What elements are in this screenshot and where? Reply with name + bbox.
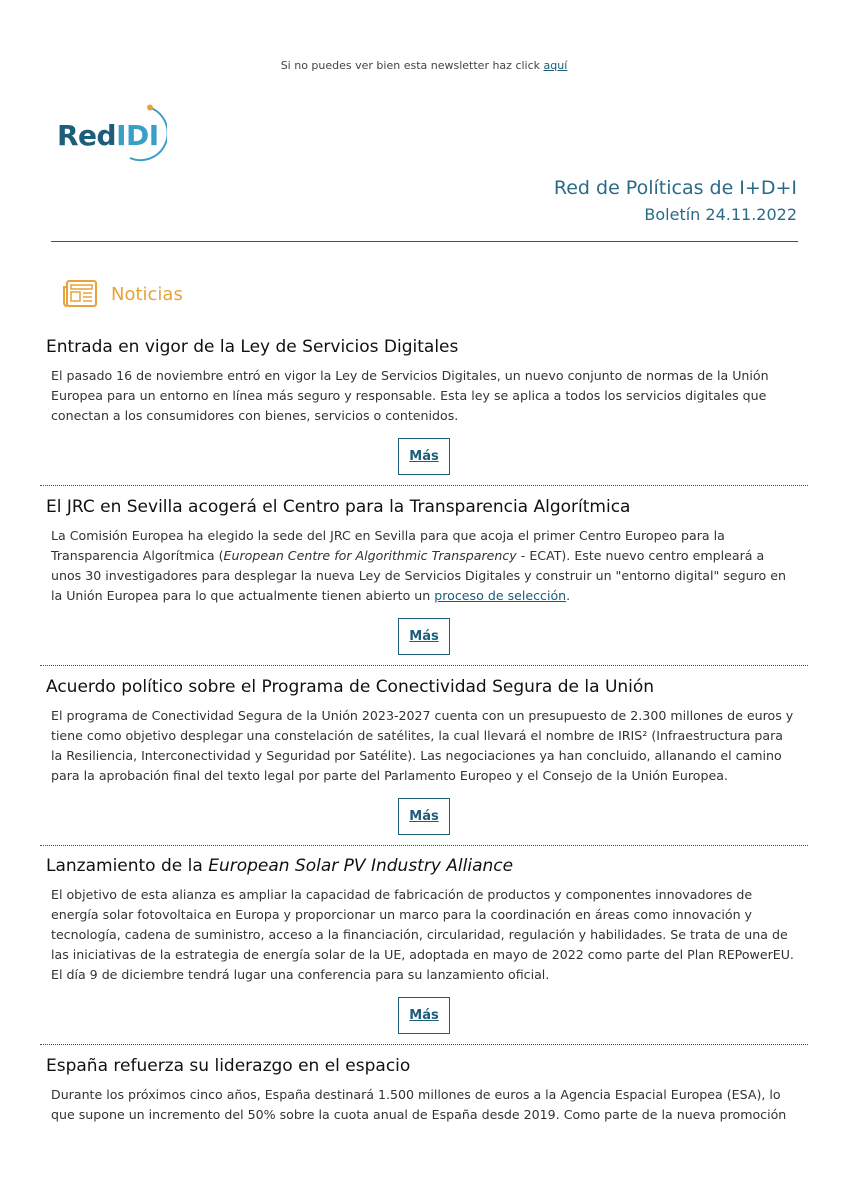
logo-red-text: Red: [57, 119, 117, 152]
article-title: España refuerza su liderazgo en el espacio: [46, 1056, 411, 1076]
news-article-3: [40, 677, 808, 835]
selection-process-link[interactable]: proceso de selección: [434, 588, 567, 603]
article-body-italic: European Centre for Algorithmic Transparency: [223, 548, 517, 563]
more-button[interactable]: Más: [398, 997, 450, 1034]
bulletin-date: Boletín 24.11.2022: [644, 205, 797, 224]
article-body: El pasado 16 de noviembre entró en vigor la Ley de Servicios Digitales, un nuevo conjunto de normas de la Unión Europea para un entorno en línea más seguro y responsable. Esta ley se aplica a todos los servicios digitales que conectan a los consumidores con bienes, servicios o contenidos.: [51, 368, 769, 423]
view-online-link[interactable]: aquí: [543, 59, 568, 72]
article-title: El JRC en Sevilla acogerá el Centro para la Transparencia Algorítmica: [46, 497, 631, 517]
article-title-part: Lanzamiento de la: [46, 856, 209, 876]
article-divider: [40, 845, 808, 846]
article-divider: [40, 665, 808, 666]
section-header-noticias: [62, 278, 183, 310]
section-label: Noticias: [111, 283, 183, 305]
news-article-2: [40, 497, 808, 655]
article-body: El objetivo de esta alianza es ampliar la capacidad de fabricación de productos y componentes innovadores de energía solar fotovoltaica en Europa y proporcionar un marco para la coordinación en áreas como innovación y tecnología, cadena de suministro, acceso a la financiación, circularidad, regulación y habilidades. Se trata de una de las iniciativas de la estrategia de energía solar de la UE, adoptada en mayo de 2022 como parte del Plan REPowerEU. El día 9 de diciembre tendrá lugar una conferencia para su lanzamiento oficial.: [51, 887, 794, 982]
article-body-part: - ECAT). Este nuevo centro empleará a unos 30 investigadores para desplegar la nueva Ley de Servicios Digitales y construir un "entorno digital" seguro en la Unión Europea para lo que actualmente tienen abierto un: [51, 548, 786, 603]
header-divider: [51, 241, 798, 242]
view-online-text: Si no puedes ver bien esta newsletter haz click: [280, 59, 541, 72]
news-article-4: [40, 856, 808, 1034]
org-title: Red de Políticas de I+D+I: [553, 177, 797, 199]
article-title: Entrada en vigor de la Ley de Servicios Digitales: [46, 337, 459, 357]
article-title: Acuerdo político sobre el Programa de Conectividad Segura de la Unión: [46, 677, 655, 697]
logo-idi-text: IDI: [116, 119, 159, 152]
news-article-5: [40, 1056, 808, 1125]
redidi-logo[interactable]: [57, 104, 167, 166]
newspaper-icon: [62, 279, 98, 309]
logo-wordmark: [57, 119, 159, 152]
article-body: [51, 526, 796, 606]
news-article-1: [40, 337, 808, 475]
more-button[interactable]: Más: [398, 618, 450, 655]
article-title-italic: European Solar PV Industry Alliance: [208, 856, 514, 876]
article-body: El programa de Conectividad Segura de la Unión 2023-2027 cuenta con un presupuesto de 2.300 millones de euros y tiene como objetivo desplegar una constelación de satélites, la cual llevará el nombre de IRIS² (Infraestructura para la Resiliencia, Interconectividad y Seguridad por Satélite). Las negociaciones ya han concluido, allanando el camino para la aprobación final del texto legal por parte del Parlamento Europeo y el Consejo de la Unión Europea.: [51, 708, 794, 783]
article-body-part: .: [566, 588, 571, 603]
article-divider: [40, 485, 808, 486]
view-online-notice: [0, 59, 848, 72]
article-body: Durante los próximos cinco años, España destinará 1.500 millones de euros a la Agencia Espacial Europea (ESA), lo que supone un incremento del 50% sobre la cuota anual de España desde 2019. Como parte de la nueva promoción: [51, 1087, 787, 1122]
more-button[interactable]: Más: [398, 798, 450, 835]
article-body-part: La Comisión Europea ha elegido la sede del JRC en Sevilla para que acoja el primer Centro Europeo para la Transparencia Algorítmica (: [51, 528, 725, 563]
more-button[interactable]: Más: [398, 438, 450, 475]
article-title: [46, 856, 808, 876]
article-divider: [40, 1044, 808, 1045]
